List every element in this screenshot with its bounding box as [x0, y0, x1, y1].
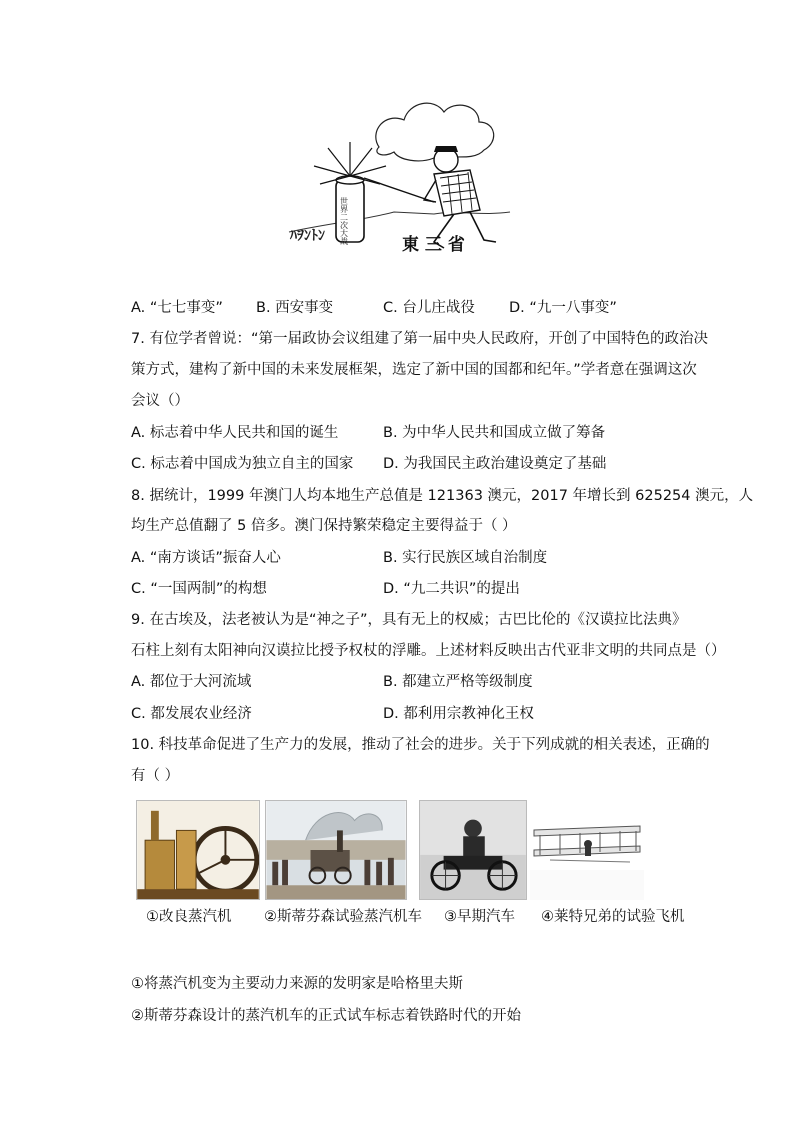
cartoon-can-text: 世界二次大战 [339, 197, 349, 245]
q9-stem-line-1: 9. 在古埃及，法老被认为是“神之子”，具有无上的权威；古巴比伦的《汉谟拉比法典》 [131, 612, 687, 628]
q10-stem-line-2: 有（ ） [131, 768, 180, 784]
locomotive-trial-photo [265, 800, 407, 900]
q6-option-d: D. “九一八事变” [509, 300, 617, 316]
steam-engine-photo [136, 800, 260, 900]
q8-option-b: B. 实行民族区域自治制度 [383, 550, 548, 566]
q7-option-c: C. 标志着中国成为独立自主的国家 [131, 456, 354, 472]
cartoon-illustration [284, 92, 512, 260]
caption-locomotive: ②斯蒂芬森试验蒸汽机车 [264, 909, 422, 925]
q10-stem-line-1: 10. 科技革命促进了生产力的发展，推动了社会的进步。关于下列成就的相关表述，正确的 [131, 737, 710, 753]
q8-stem-line-1: 8. 据统计，1999 年澳门人均本地生产总值是 121363 澳元，2017 年增长到 625254 澳元，人 [131, 488, 754, 504]
caption-early-car: ③早期汽车 [444, 909, 515, 925]
q8-option-a: A. “南方谈话”振奋人心 [131, 550, 281, 566]
q6-option-b: B. 西安事变 [256, 300, 334, 316]
q7-stem-line-2: 策方式，建构了新中国的未来发展框架，选定了新中国的国都和纪年。”学者意在强调这次 [131, 362, 697, 378]
caption-wright-flyer: ④莱特兄弟的试验飞机 [541, 909, 685, 925]
early-car-photo [419, 800, 527, 900]
cartoon-sign-text: 東 三 省 [402, 235, 465, 255]
q9-option-b: B. 都建立严格等级制度 [383, 674, 533, 690]
q7-option-a: A. 标志着中华人民共和国的诞生 [131, 425, 339, 441]
q8-stem-line-2: 均生产总值翻了 5 倍多。澳门保持繁荣稳定主要得益于（ ） [131, 518, 517, 534]
q8-option-c: C. “一国两制”的构想 [131, 581, 267, 597]
q7-option-b: B. 为中华人民共和国成立做了筹备 [383, 425, 606, 441]
q9-stem-line-2: 石柱上刻有太阳神向汉谟拉比授予权杖的浮雕。上述材料反映出古代亚非文明的共同点是（） [131, 643, 726, 659]
q10-statement-1: ①将蒸汽机变为主要动力来源的发明家是哈格里夫斯 [131, 976, 463, 992]
q7-stem-line-1: 7. 有位学者曾说：“第一届政协会议组建了第一届中央人民政府，开创了中国特色的政治决 [131, 331, 708, 347]
q7-stem-line-3: 会议（） [131, 393, 189, 409]
caption-steam-engine: ①改良蒸汽机 [146, 909, 232, 925]
q8-option-d: D. “九二共识”的提出 [383, 581, 520, 597]
q9-option-c: C. 都发展农业经济 [131, 706, 252, 722]
q6-option-a: A. “七七事变” [131, 300, 223, 316]
cartoon-left-scrawl: ﾊｦﾝﾄﾝ [290, 228, 325, 244]
wright-flyer-photo [530, 800, 644, 900]
q9-option-d: D. 都利用宗教神化王权 [383, 706, 534, 722]
q9-option-a: A. 都位于大河流域 [131, 674, 252, 690]
q10-statement-2: ②斯蒂芬森设计的蒸汽机车的正式试车标志着铁路时代的开始 [131, 1008, 521, 1024]
q6-option-c: C. 台儿庄战役 [383, 300, 475, 316]
q7-option-d: D. 为我国民主政治建设奠定了基础 [383, 456, 607, 472]
